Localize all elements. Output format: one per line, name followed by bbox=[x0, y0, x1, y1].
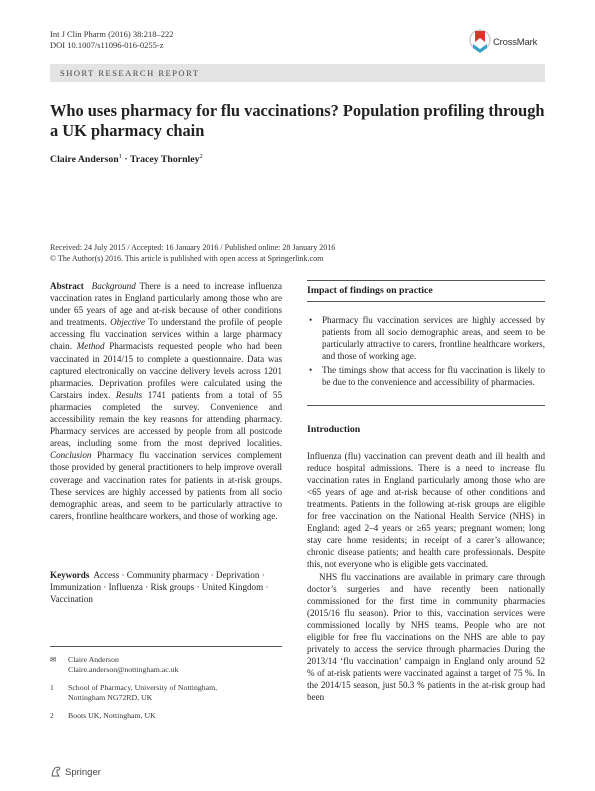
affiliation-mark: 2 bbox=[50, 711, 54, 720]
affiliation-mark: 1 bbox=[118, 153, 122, 160]
keywords-label: Keywords bbox=[50, 570, 90, 580]
introduction-body bbox=[307, 450, 545, 704]
impact-bullet: • The timings show that access for flu vaccination is likely to be due to the convenience and accessibility of pharmacies. bbox=[307, 364, 545, 388]
article-title: Who uses pharmacy for flu vaccinations? Population profiling through a UK pharmacy chain bbox=[50, 101, 545, 140]
springer-horse-icon bbox=[50, 765, 62, 777]
affiliation-line: School of Pharmacy, University of Nottingham, bbox=[68, 683, 218, 692]
impact-list bbox=[307, 314, 545, 389]
footnote-divider bbox=[50, 646, 282, 647]
abstract-label: Abstract bbox=[50, 281, 84, 291]
background-label: Background bbox=[91, 281, 136, 291]
affiliation-line: Boots UK, Nottingham, UK bbox=[68, 711, 156, 720]
keywords bbox=[50, 569, 282, 605]
right-column bbox=[307, 280, 545, 704]
crossmark-icon bbox=[469, 28, 491, 58]
corresponding-author bbox=[50, 655, 282, 675]
objective-label: Objective bbox=[110, 317, 145, 328]
results-label: Results bbox=[115, 389, 143, 400]
method-text: Pharmacists requested people who had been vaccinated in 2014/15 to complete a questionnaire. Data was captured electronically on vaccine delivery levels across 1201 pharmacies. Deprivation profiles were calculated using the Carstairs index. bbox=[50, 341, 282, 400]
doi: DOI 10.1007/s11096-016-0255-z bbox=[50, 39, 164, 50]
affiliation-mark: 2 bbox=[199, 153, 203, 160]
correspondence bbox=[50, 655, 282, 729]
method-label: Method bbox=[76, 341, 105, 352]
intro-paragraph: NHS flu vaccinations are available in primary care through doctor’s surgeries and have recently been nationally commissioned for the first time in community pharmacies (2015/16 flu season). Prior to this, vaccination services were commissioned locally by NHS teams. People who are not eligible for free flu vaccinations on the NHS are able to pay privately to access the service through pharmacies During the 2013/14 ‘flu vaccination’ campaign in England only around 52 % of at-risk patients were vaccinated against a target of 75 %. In the 2014/15 season, just 50.3 % patients in the at-risk group had been bbox=[307, 571, 545, 703]
crossmark-label: CrossMark bbox=[493, 37, 538, 48]
crossmark-logo[interactable] bbox=[469, 26, 564, 60]
corresponding-name: Claire Anderson bbox=[68, 655, 119, 664]
corresponding-email[interactable]: Claire.anderson@nottingham.ac.uk bbox=[68, 665, 179, 674]
envelope-icon: ✉ bbox=[50, 655, 57, 664]
background-text: There is a need to increase influenza vaccination rates in England particularly among those who are under 65 years of age and at-risk because of other conditions and treatments. bbox=[50, 281, 283, 328]
received-accepted-line: Received: 24 July 2015 / Accepted: 16 January 2016 / Published online: 28 January 2016 bbox=[50, 243, 336, 252]
impact-title-rule bbox=[307, 301, 545, 302]
conclusion-text: Pharmacy flu vaccination services complement those provided by general practitioners to help improve overall coverage and vaccination rates for patients in at-risk groups. These services are highly accessed by patients from all socio demographic areas, and seem to be particularly attractive to carers, frontline healthcare workers, and those of working age. bbox=[50, 450, 282, 521]
impact-bullet: • Pharmacy flu vaccination services are highly accessed by patients from all socio demographic areas, and seem to be particularly attractive to carers, frontline healthcare workers, and those of working age. bbox=[307, 314, 545, 362]
abstract bbox=[50, 280, 282, 522]
affiliation-1 bbox=[50, 683, 282, 703]
publisher-logo bbox=[50, 765, 101, 778]
journal-meta bbox=[50, 29, 173, 50]
affiliation-line: Nottingham NG72RD, UK bbox=[68, 693, 153, 702]
impact-title: Impact of findings on practice bbox=[307, 285, 433, 296]
author-name[interactable]: Tracey Thornley bbox=[129, 154, 200, 165]
affiliation-mark: 1 bbox=[50, 683, 54, 692]
author-name[interactable]: Claire Anderson bbox=[50, 154, 119, 165]
author-list bbox=[50, 153, 203, 165]
affiliation-2 bbox=[50, 711, 282, 721]
objective-text: To understand the profile of people accessing flu vaccination services within a large pharmacy chain. bbox=[50, 317, 282, 352]
publisher-name: Springer bbox=[65, 767, 101, 778]
intro-paragraph: Influenza (flu) vaccination can prevent death and ill health and reduce hospital admissions. There is a need to increase flu vaccination rates in England particularly among those who are <65 years of age and at-risk because of other conditions and treatments. Patients in the following at-risk groups are eligible for free vaccination on the National Health Service (NHS) in England: aged 2–4 years or ≥65 years; pregnant women; long stay care home residents; in receipt of a carer’s allowance; chronic disease patients; and health care professionals. Despite this, not everyone who is eligible gets vaccinated. bbox=[307, 450, 545, 570]
author-separator: · bbox=[121, 154, 130, 165]
keywords-text: Access · Community pharmacy · Deprivation · Immunization · Influenza · Risk groups · United Kingdom · Vaccination bbox=[50, 570, 269, 605]
results-text: 1741 patients from a total of 55 pharmacies completed the survey. Convenience and accessibility remain the key reasons for attending pharmacy. Pharmacy services are accessed by people from all postcode areas, including some from the most deprived localities. bbox=[50, 389, 282, 449]
journal-citation: Int J Clin Pharm (2016) 38:218–222 bbox=[50, 29, 174, 39]
article-type-banner: SHORT RESEARCH REPORT bbox=[50, 64, 545, 82]
introduction-heading: Introduction bbox=[307, 423, 361, 435]
open-access-line: © The Author(s) 2016. This article is published with open access at Springerlink.com bbox=[50, 253, 324, 263]
publication-dates bbox=[50, 243, 335, 264]
conclusion-label: Conclusion bbox=[50, 450, 92, 461]
